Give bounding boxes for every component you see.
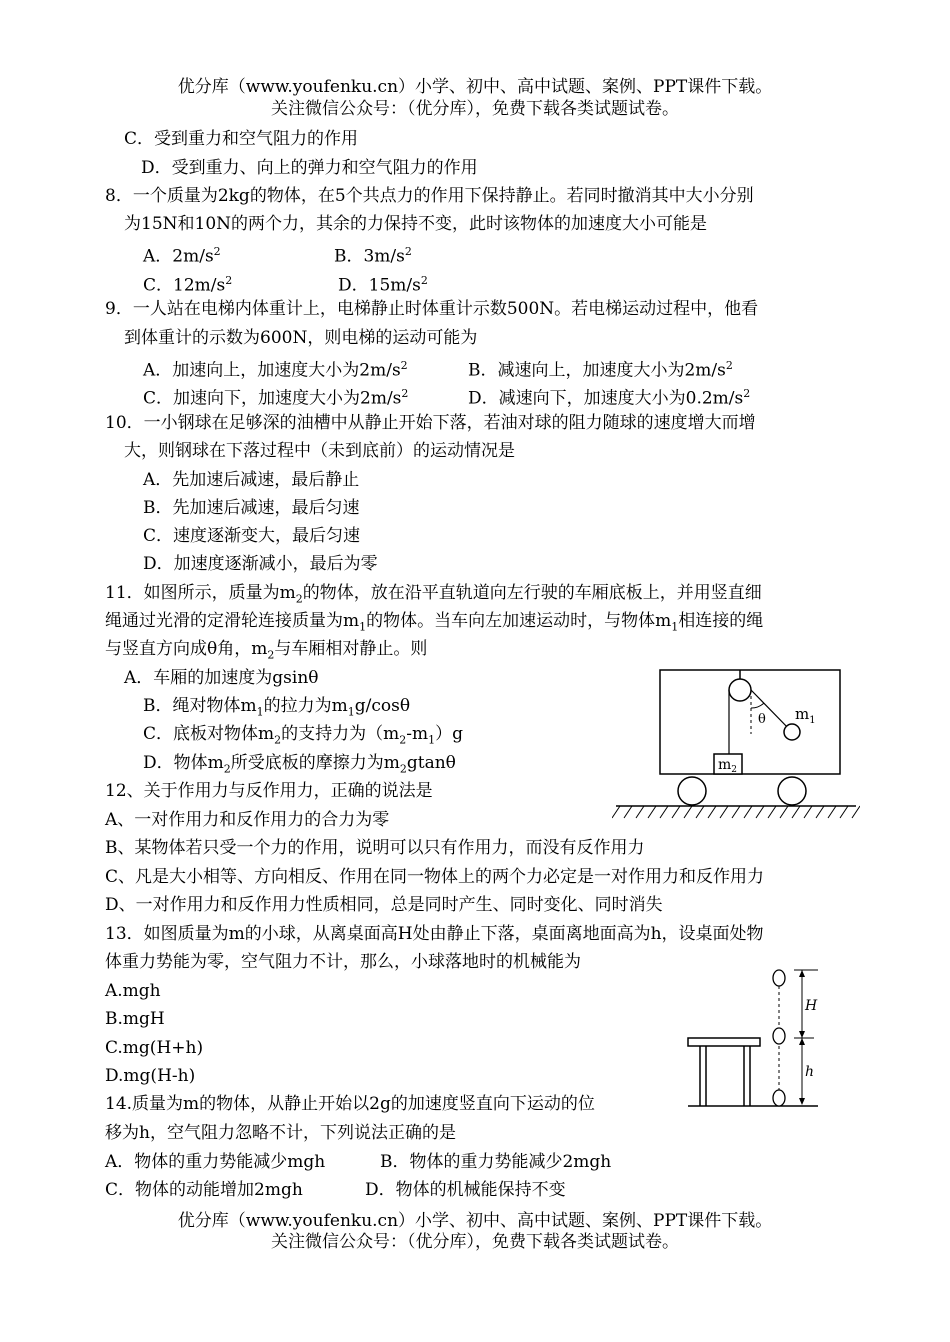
q11-option-b: B．绳对物体$m_1$的拉力为$m_1g$/cosθ: [143, 696, 411, 719]
label-theta: θ: [758, 712, 766, 727]
header-line-1: 优分库（www.youfenku.cn）小学、初中、高中试题、案例、PPT课件下载。: [177, 77, 773, 97]
q11-option-c: C．底板对物体$m_2$的支持力为$(m_2-m_1)g$: [143, 724, 464, 747]
q12-option-a: A、一对作用力和反作用力的合力为零: [105, 810, 390, 830]
q8-stem-2: 为15N和10N的两个力，其余的力保持不变，此时该物体的加速度大小可能是: [124, 214, 708, 234]
q13-option-c: C.mg(H+h): [105, 1038, 204, 1058]
q13-stem-1: 13．如图质量为m的小球，从离桌面高H处由静止下落，桌面离地面高为h，设桌面处物: [105, 924, 764, 944]
wheel-left: [678, 777, 706, 805]
q13-stem-2: 体重力势能为零，空气阻力不计，那么，小球落地时的机械能为: [105, 952, 581, 972]
q7-option-d: D．受到重力、向上的弹力和空气阻力的作用: [141, 158, 478, 178]
q9-option-a: A．加速向上，加速度大小为$2m/s^2$: [143, 359, 408, 381]
q10-stem-1: 10．一小钢球在足够深的油槽中从静止开始下落，若油对球的阻力随球的速度增大而增: [105, 413, 756, 433]
q9-option-b: B．减速向上，加速度大小为$2m/s^2$: [468, 359, 733, 381]
q9-option-d: D．减速向下，加速度大小为$0.2m/s^2$: [468, 387, 751, 409]
q12-stem: 12、关于作用力与反作用力，正确的说法是: [105, 781, 433, 801]
label-m2: $m_2$: [718, 757, 738, 775]
header-line-2: 关注微信公众号：（优分库），免费下载各类试题试卷。: [271, 99, 679, 119]
q12-option-c: C、凡是大小相等、方向相反、作用在同一物体上的两个力必定是一对作用力和反作用力: [105, 867, 765, 887]
pulley: [729, 679, 751, 701]
label-h: h: [805, 1064, 815, 1080]
q10-option-d: D．加速度逐渐减小，最后为零: [143, 554, 378, 574]
q8-option-d: D．$15m/s^2$: [338, 274, 428, 296]
q8-option-c: C．$12m/s^2$: [143, 274, 233, 296]
q12-option-d: D、一对作用力和反作用力性质相同，总是同时产生、同时变化、同时消失: [105, 895, 663, 915]
label-H: H: [805, 998, 818, 1014]
q9-stem-1: 9．一人站在电梯内体重计上，电梯静止时体重计示数500N。若电梯运动过程中，他看: [105, 299, 759, 319]
q10-option-c: C．速度逐渐变大，最后匀速: [143, 526, 361, 546]
ball-middle: [773, 1028, 785, 1044]
q14-stem-2: 移为h，空气阻力忽略不计，下列说法正确的是: [105, 1123, 456, 1143]
q9-stem-2: 到体重计的示数为600N，则电梯的运动可能为: [124, 328, 478, 348]
ball-bottom: [773, 1090, 785, 1106]
wheel-right: [778, 777, 806, 805]
q13-option-d: D.mg(H-h): [105, 1066, 196, 1086]
q10-option-b: B．先加速后减速，最后匀速: [143, 498, 360, 518]
q7-option-c: C．受到重力和空气阻力的作用: [124, 129, 359, 149]
q8-option-b: B．$3m/s^2$: [334, 245, 412, 267]
ball-m1: [784, 724, 800, 740]
q13-option-b: B.mgH: [105, 1009, 165, 1029]
table-top: [688, 1038, 760, 1046]
q12-option-b: B、某物体若只受一个力的作用，说明可以只有作用力，而没有反作用力: [105, 838, 645, 858]
q11-option-a: A．车厢的加速度为gsinθ: [124, 668, 319, 688]
q10-option-a: A．先加速后减速，最后静止: [143, 470, 360, 490]
q10-stem-2: 大，则钢球在下落过程中（未到底前）的运动情况是: [124, 441, 515, 461]
q13-option-a: A.mgh: [105, 981, 161, 1001]
label-m1: $m_1$: [795, 705, 816, 726]
q11-stem-3: 与竖直方向成θ角，$m_2$与车厢相对静止。则: [105, 639, 428, 662]
q11-option-d: D．物体$m_2$所受底板的摩擦力为$m_2gtan\theta$: [143, 753, 456, 776]
q14-option-d: D．物体的机械能保持不变: [365, 1180, 566, 1200]
q11-stem-1: 11．如图所示，质量为$m_2$的物体，放在沿平直轨道向左行驶的车厢底板上，并用竖直细: [105, 583, 762, 606]
q11-stem-2: 绳通过光滑的定滑轮连接质量为$m_1$的物体。当车向左加速运动时，与物体$m_1$相连接的绳: [105, 611, 764, 634]
q9-option-c: C．加速向下，加速度大小为$2m/s^2$: [143, 387, 409, 409]
q14-option-c: C．物体的动能增加2mgh: [105, 1180, 303, 1200]
q11-cart-figure: [612, 662, 860, 822]
q14-option-a: A．物体的重力势能减少mgh: [105, 1152, 326, 1172]
ball-top: [773, 970, 785, 986]
q13-table-figure: [684, 966, 824, 1116]
q14-option-b: B．物体的重力势能减少2mgh: [380, 1152, 612, 1172]
q8-stem-1: 8．一个质量为2kg的物体，在5个共点力的作用下保持静止。若同时撤消其中大小分别: [105, 186, 754, 206]
footer-line-1: 优分库（www.youfenku.cn）小学、初中、高中试题、案例、PPT课件下载。: [177, 1211, 773, 1231]
footer-line-2: 关注微信公众号：（优分库），免费下载各类试题试卷。: [271, 1232, 679, 1252]
q14-stem-1: 14.质量为m的物体，从静止开始以2g的加速度竖直向下运动的位: [105, 1094, 595, 1114]
q8-option-a: A．$2m/s^2$: [143, 245, 221, 267]
